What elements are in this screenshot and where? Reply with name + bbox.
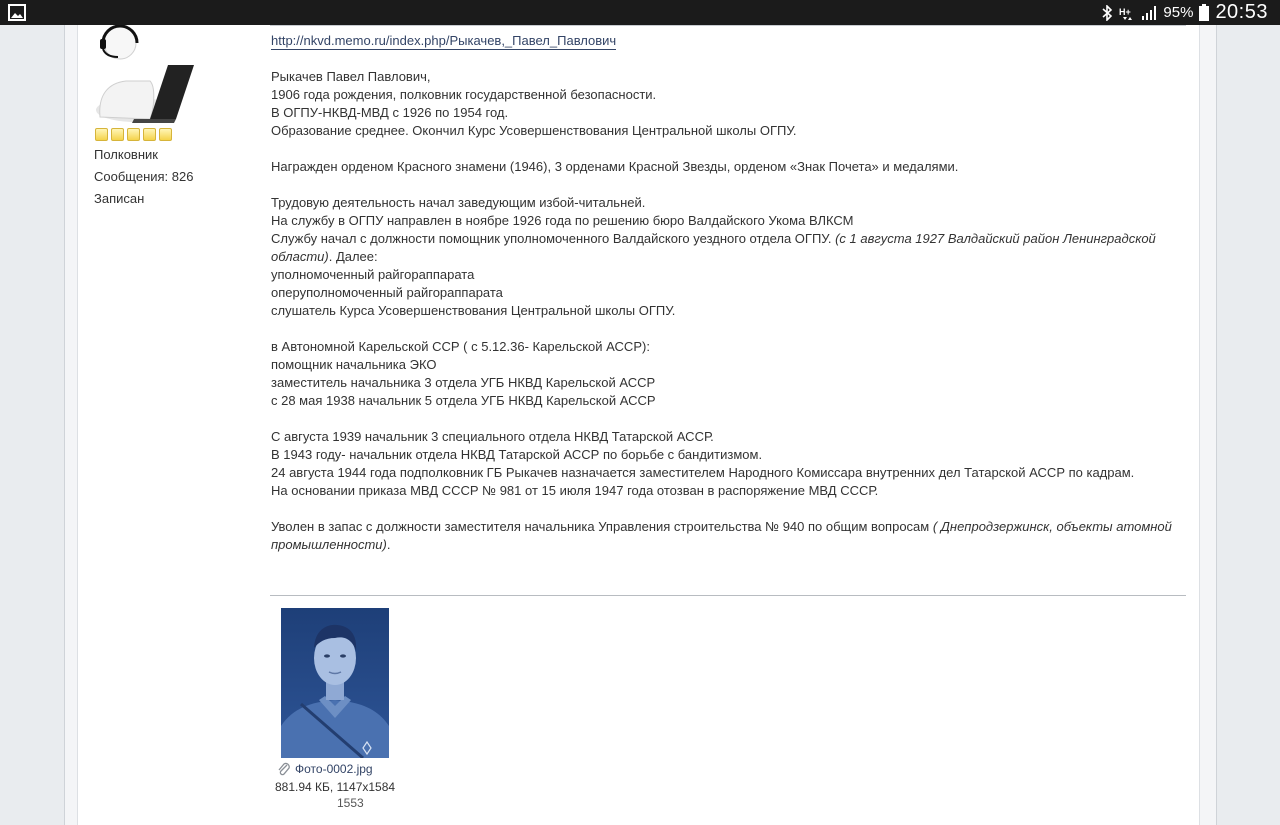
post-text: Уволен в запас с должности заместителя начальника Управления строительства № 940 по общим вопросам [271,519,933,534]
battery-icon [1199,4,1209,21]
user-avatar[interactable] [94,25,194,123]
post-line: 1906 года рождения, полковник государственной безопасности. [271,87,657,102]
bluetooth-icon [1101,5,1113,21]
source-link[interactable]: http://nkvd.memo.ru/index.php/Рыкачев,_Павел_Павлович [271,33,617,48]
hplus-data-icon [1119,5,1135,21]
attachments-divider [270,595,1186,596]
post-line: С августа 1939 начальник 3 специального отдела НКВД Татарской АССР. [271,429,714,444]
post-text: Службу начал с должности помощник уполномоченного Валдайского уездного отдела ОГПУ. [271,231,836,246]
post-line: слушатель Курса Усовершенствования Центральной школы ОГПУ. [271,303,676,318]
attachment-filename[interactable]: Фото-0002.jpg [295,762,373,776]
post-line: в Автономной Карельской ССР ( с 5.12.36- Карельской АССР): [271,339,650,354]
user-info [94,146,193,212]
post-line: заместитель начальника 3 отдела УГБ НКВД Карельской АССР [271,375,656,390]
signal-icon [1141,5,1157,21]
post-line: 24 августа 1944 года подполковник ГБ Рыкачев назначается заместителем Народного Комиссара внутренних дел Татарской АССР по кадрам. [271,465,1135,480]
post-line: Трудовую деятельность начал заведующим избой-читальней. [271,195,646,210]
post-line: Награжден орденом Красного знамени (1946), 3 орденами Красной Звезды, орденом «Знак Почета» и медалями. [271,159,959,174]
rank-star-icon [111,128,124,141]
post-italic: ( Днепродзержинск, объекты атомной промышленности) [271,519,1172,552]
post-body [271,32,1186,554]
attachment-meta: 881.94 КБ, 1147x1584 [275,780,396,794]
rank-star-icon [143,128,156,141]
status-bar [0,0,1280,25]
attachment-photo[interactable] [281,608,389,758]
post-line [271,518,1186,554]
user-rank: Полковник [94,147,158,162]
rank-star-icon [127,128,140,141]
user-registered: Записан [94,191,145,206]
rank-stars [95,128,172,141]
rank-star-icon [159,128,172,141]
attachment-link[interactable] [277,762,373,776]
rank-star-icon [95,128,108,141]
attachment-views: 1553 [337,796,364,810]
post-line: с 28 мая 1938 начальник 5 отдела УГБ НКВД Карельской АССР [271,393,656,408]
post-line: оперуполномоченный райгораппарата [271,285,503,300]
post-line: Рыкачев Павел Павлович, [271,69,431,84]
post-line: Образование среднее. Окончил Курс Усовершенствования Центральной школы ОГПУ. [271,123,797,138]
post-text: . Далее: [328,249,378,264]
post-italic: (с 1 августа 1927 Валдайский район Ленинградской области) [271,231,1156,264]
post-text: . [386,537,391,552]
user-post-count: Сообщения: 826 [94,169,194,184]
post-line: В 1943 году- начальник отдела НКВД Татарской АССР по борьбе с бандитизмом. [271,447,763,462]
post-line [271,230,1186,266]
post-line: На службу в ОГПУ направлен в ноябре 1926 года по решению бюро Валдайского Укома ВЛКСМ [271,213,854,228]
clock: 20:53 [1215,1,1268,23]
post-line: В ОГПУ-НКВД-МВД с 1926 по 1954 год. [271,105,509,120]
battery-percent: 95% [1163,4,1194,21]
post-line: На основании приказа МВД СССР № 981 от 15 июля 1947 года отозван в распоряжение МВД СССР. [271,483,879,498]
svg-text:H+: H+ [1119,6,1132,17]
post-line: помощник начальника ЭКО [271,357,437,372]
gallery-notification-icon [8,4,26,21]
paperclip-icon [277,762,291,776]
post-line: уполномоченный райгораппарата [271,267,475,282]
post-top-divider [270,25,1186,26]
